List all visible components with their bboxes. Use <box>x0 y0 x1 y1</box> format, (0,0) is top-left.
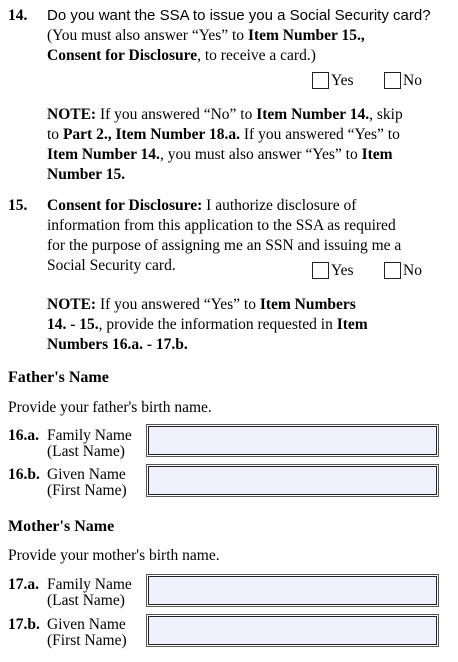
item-14-yes-checkbox[interactable] <box>312 72 329 89</box>
mother-given-number: 17.b. <box>8 616 40 633</box>
mother-family-name-frame <box>146 574 439 607</box>
item-14-question-line2: (You must also answer “Yes” to Item Number 15., <box>47 27 365 44</box>
mother-given-sublabel: (First Name) <box>47 632 127 649</box>
father-family-name-frame <box>146 424 439 457</box>
mother-family-label: Family Name <box>47 576 132 593</box>
father-given-sublabel: (First Name) <box>47 482 127 499</box>
father-family-number: 16.a. <box>8 427 39 444</box>
note-14-line2: to Part 2., Item Number 18.a. If you answered “Yes” to <box>47 126 400 143</box>
mother-family-sublabel: (Last Name) <box>47 592 125 609</box>
item-15-number: 15. <box>8 197 28 214</box>
mother-family-name-input[interactable] <box>148 576 437 605</box>
item-15-no-label: No <box>403 262 422 279</box>
mother-family-number: 17.a. <box>8 576 39 593</box>
mother-heading: Mother's Name <box>8 518 115 535</box>
item-15-line2: information from this application to the SSA as required <box>47 217 396 234</box>
item-14-no-label: No <box>403 72 422 89</box>
note-14-line3: Item Number 14., you must also answer “Yes” to Item <box>47 146 393 163</box>
father-family-label: Family Name <box>47 427 132 444</box>
item-14-question-line3: Consent for Disclosure, to receive a card.) <box>47 47 316 64</box>
item-15-yes-checkbox[interactable] <box>312 262 329 279</box>
note-15-line2: 14. - 15., provide the information requested in Item <box>47 316 368 333</box>
item-15-line3: for the purpose of assigning me an SSN and issuing me a <box>47 237 402 254</box>
note-15-line1: NOTE: If you answered “Yes” to Item Numbers <box>47 296 356 313</box>
father-family-sublabel: (Last Name) <box>47 443 125 460</box>
item-15-no-checkbox[interactable] <box>384 262 401 279</box>
mother-instruction: Provide your mother's birth name. <box>8 547 220 564</box>
father-family-name-input[interactable] <box>148 426 437 455</box>
item-15-line4: Social Security card. <box>47 257 176 274</box>
item-15-line1: Consent for Disclosure: I authorize disclosure of <box>47 197 357 214</box>
item-14-number: 14. <box>8 7 28 24</box>
item-15-yes-label: Yes <box>331 262 354 279</box>
father-given-name-frame <box>146 464 439 497</box>
mother-given-label: Given Name <box>47 616 126 633</box>
note-14-line4: Number 15. <box>47 166 126 183</box>
father-given-name-input[interactable] <box>148 466 437 495</box>
father-heading: Father's Name <box>8 369 109 386</box>
note-14-line1: NOTE: If you answered “No” to Item Number 14., skip <box>47 106 403 123</box>
father-given-number: 16.b. <box>8 466 40 483</box>
item-14-yes-label: Yes <box>331 72 354 89</box>
father-given-label: Given Name <box>47 466 126 483</box>
mother-given-name-frame <box>146 614 439 647</box>
note-15-line3: Numbers 16.a. - 17.b. <box>47 336 188 353</box>
item-14-no-checkbox[interactable] <box>384 72 401 89</box>
mother-given-name-input[interactable] <box>148 616 437 645</box>
item-14-question-line1: Do you want the SSA to issue you a Social Security card? <box>47 7 431 24</box>
father-instruction: Provide your father's birth name. <box>8 399 212 416</box>
